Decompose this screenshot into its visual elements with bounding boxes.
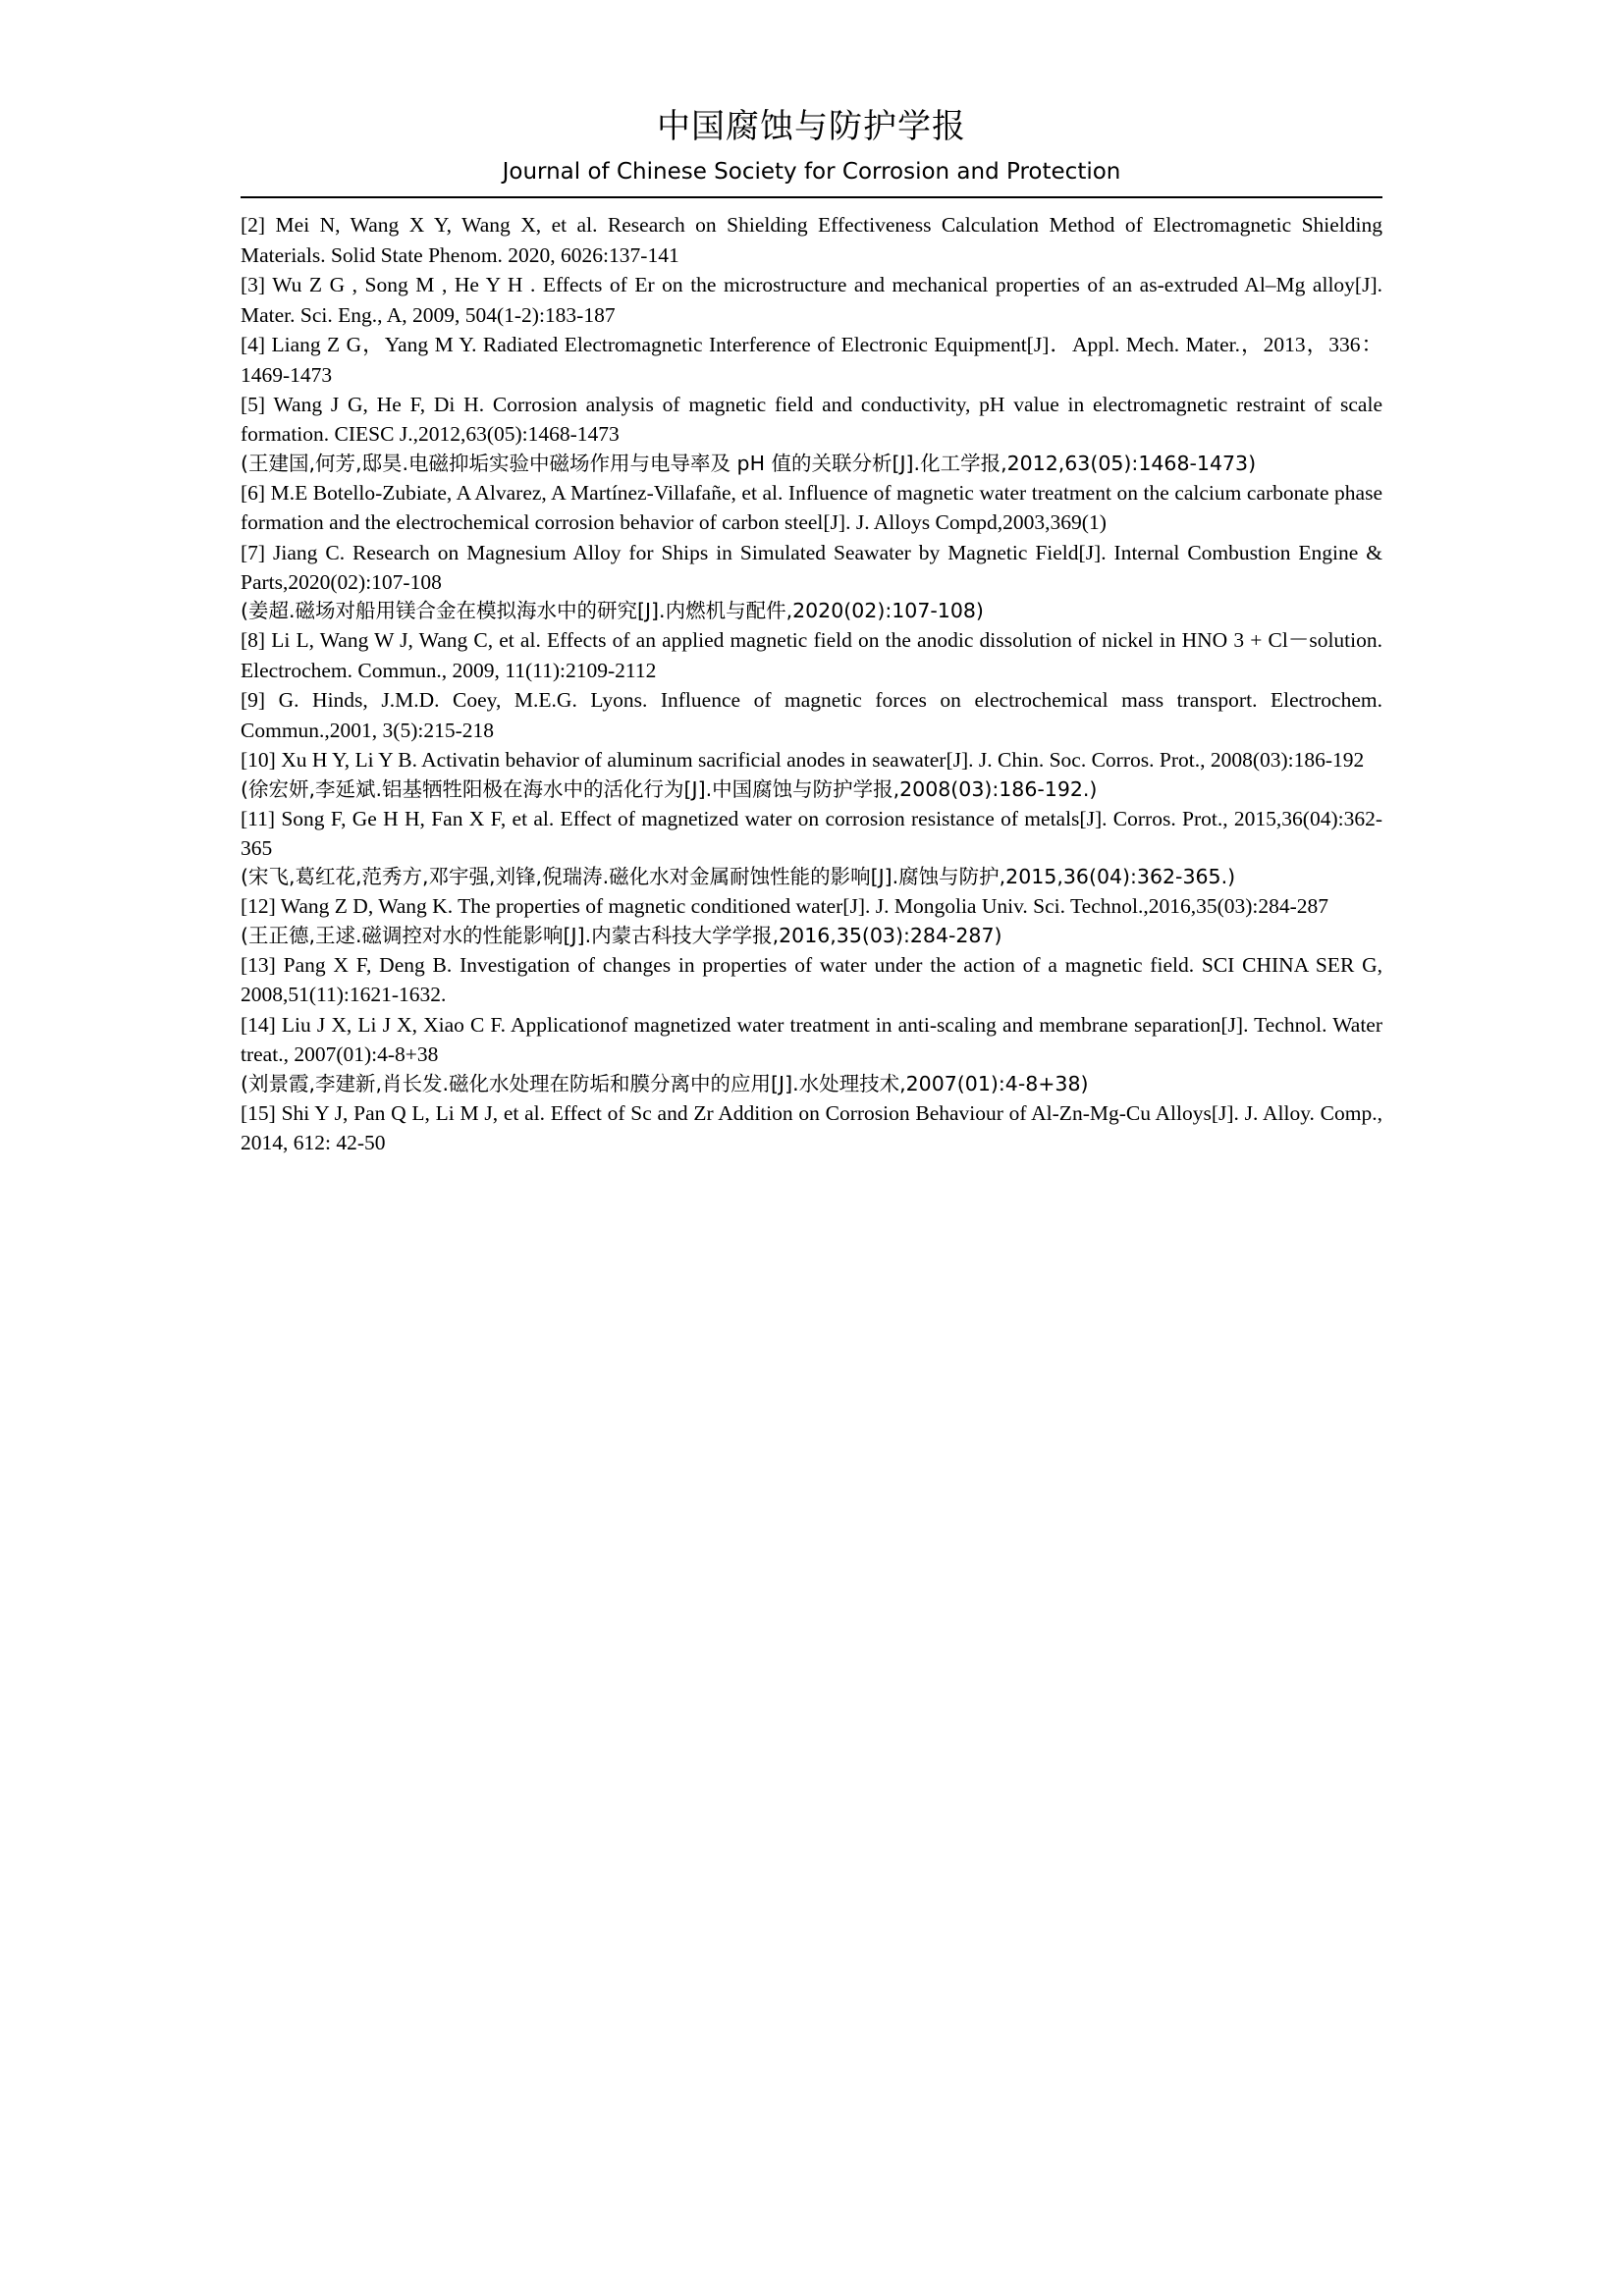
reference-entry: [8] Li L, Wang W J, Wang C, et al. Effects of an applied magnetic field on the anodic dissolution of nickel in HNO 3 + Cl－solution. Electrochem. Commun., 2009, 11(11):2109-2112 <box>241 628 1382 682</box>
reference-entry: [14] Liu J X, Li J X, Xiao C F. Applicationof magnetized water treatment in anti-scaling and membrane separation[J]. Technol. Water treat., 2007(01):4-8+38 <box>241 1012 1382 1067</box>
reference-entry: (姜超.磁场对船用镁合金在模拟海水中的研究[J].内燃机与配件,2020(02):107-108) <box>241 599 984 623</box>
reference-entry: [15] Shi Y J, Pan Q L, Li M J, et al. Effect of Sc and Zr Addition on Corrosion Behaviour of Al-Zn-Mg-Cu Alloys[J]. J. Alloy. Comp., 2014, 612: 42-50 <box>241 1100 1382 1154</box>
reference-list <box>241 198 1382 1157</box>
reference-entry: (刘景霞,李建新,肖长发.磁化水处理在防垢和膜分离中的应用[J].水处理技术,2007(01):4-8+38) <box>241 1071 1089 1095</box>
reference-entry: (徐宏妍,李延斌.铝基牺牲阳极在海水中的活化行为[J].中国腐蚀与防护学报,2008(03):186-192.) <box>241 776 1098 801</box>
reference-entry: [3] Wu Z G , Song M , He Y H . Effects of Er on the microstructure and mechanical properties of an as-extruded Al–Mg alloy[J]. Mater. Sci. Eng., A, 2009, 504(1-2):183-187 <box>241 273 1382 327</box>
reference-entry: [10] Xu H Y, Li Y B. Activatin behavior of aluminum sacrificial anodes in seawater[J]. J. Chin. Soc. Corros. Prot., 2008(03):186-192 <box>241 748 1365 773</box>
journal-title-cn: 中国腐蚀与防护学报 <box>657 107 966 146</box>
reference-entry: [13] Pang X F, Deng B. Investigation of changes in properties of water under the action of a magnetic field. SCI CHINA SER G, 2008,51(11):1621-1632. <box>241 952 1382 1007</box>
journal-masthead <box>0 0 1623 187</box>
reference-entry: [7] Jiang C. Research on Magnesium Alloy for Ships in Simulated Seawater by Magnetic Field[J]. Internal Combustion Engine & Parts,2020(02):107-108 <box>241 540 1382 595</box>
journal-title-en: Journal of Chinese Society for Corrosion and Protection <box>502 158 1121 185</box>
reference-entry: [12] Wang Z D, Wang K. The properties of magnetic conditioned water[J]. J. Mongolia Univ. Sci. Technol.,2016,35(03):284-287 <box>241 894 1329 919</box>
reference-entry: [4] Liang Z G，Yang M Y. Radiated Electromagnetic Interference of Electronic Equipment[J]．Appl. Mech. Mater.，2013，336：1469-1473 <box>241 333 1382 387</box>
reference-entry: (王正德,王逑.磁调控对水的性能影响[J].内蒙古科技大学学报,2016,35(03):284-287) <box>241 923 1002 947</box>
reference-entry: [5] Wang J G, He F, Di H. Corrosion analysis of magnetic field and conductivity, pH value in electromagnetic restraint of scale formation. CIESC J.,2012,63(05):1468-1473 <box>241 392 1382 447</box>
reference-entry: [9] G. Hinds, J.M.D. Coey, M.E.G. Lyons. Influence of magnetic forces on electrochemical mass transport. Electrochem. Commun.,2001, 3(5):215-218 <box>241 688 1382 742</box>
reference-entry: [11] Song F, Ge H H, Fan X F, et al. Effect of magnetized water on corrosion resistance of metals[J]. Corros. Prot., 2015,36(04):362-365 <box>241 806 1382 860</box>
reference-entry: [2] Mei N, Wang X Y, Wang X, et al. Research on Shielding Effectiveness Calculation Method of Electromagnetic Shielding Materials. Solid State Phenom. 2020, 6026:137-141 <box>241 213 1382 267</box>
reference-entry: [6] M.E Botello-Zubiate, A Alvarez, A Martínez-Villafañe, et al. Influence of magnetic water treatment on the calcium carbonate phase formation and the electrochemical corrosion behavior of carbon steel[J]. J. Alloys Compd,2003,369(1) <box>241 480 1382 535</box>
reference-entry: (王建国,何芳,邸昊.电磁抑垢实验中磁场作用与电导率及 pH 值的关联分析[J].化工学报,2012,63(05):1468-1473) <box>241 451 1257 475</box>
reference-entry: (宋飞,葛红花,范秀方,邓宇强,刘锋,倪瑞涛.磁化水对金属耐蚀性能的影响[J].腐蚀与防护,2015,36(04):362-365.) <box>241 865 1236 889</box>
